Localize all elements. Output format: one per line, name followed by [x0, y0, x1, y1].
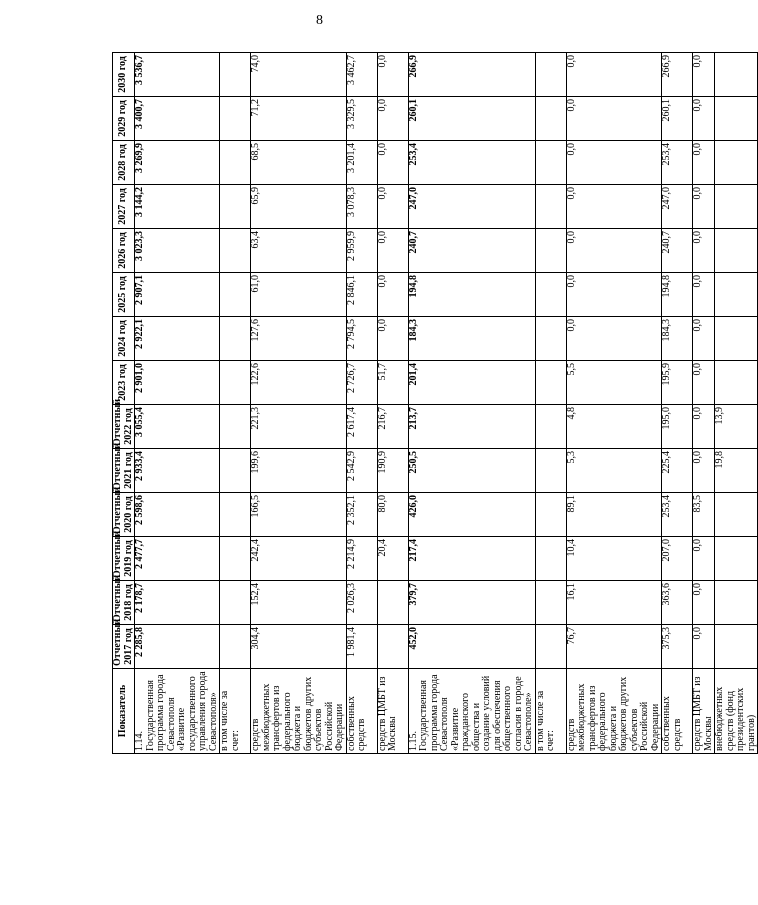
header-year: 2025 год	[113, 273, 135, 317]
value-cell: 0,0	[566, 53, 662, 97]
value-cell: 4,8	[566, 405, 662, 449]
value-cell: 216,7	[377, 405, 408, 449]
budget-table	[112, 52, 758, 754]
value-cell: 0,0	[377, 97, 408, 141]
row-label: 1.15. Государственная программа города Севастополя «Развитие гражданского общества и создание условий для обеспечения общественного согласия в городе Севастополе»	[408, 669, 535, 754]
value-cell: 242,4	[251, 537, 347, 581]
value-cell: 0,0	[566, 97, 662, 141]
value-cell	[535, 317, 566, 361]
value-cell: 2 959,9	[346, 229, 377, 273]
value-cell: 65,9	[251, 185, 347, 229]
value-cell: 201,4	[408, 361, 535, 405]
value-cell	[715, 537, 758, 581]
header-indicator: Показатель	[113, 669, 135, 754]
value-cell: 250,5	[408, 449, 535, 493]
value-cell: 2 907,1	[135, 273, 220, 317]
value-cell: 253,4	[662, 141, 693, 185]
value-cell	[535, 141, 566, 185]
value-cell	[377, 625, 408, 669]
value-cell: 266,9	[408, 53, 535, 97]
value-cell	[715, 141, 758, 185]
row-label: собственных средств	[662, 669, 693, 754]
row-label: средств ЦМБТ из Москвы	[377, 669, 408, 754]
value-cell: 0,0	[693, 449, 715, 493]
value-cell: 0,0	[693, 581, 715, 625]
value-cell: 5,5	[566, 361, 662, 405]
value-cell: 2 933,4	[135, 449, 220, 493]
value-cell: 2 617,4	[346, 405, 377, 449]
value-cell: 266,9	[662, 53, 693, 97]
value-cell: 80,0	[377, 493, 408, 537]
value-cell	[535, 537, 566, 581]
value-cell: 61,0	[251, 273, 347, 317]
value-cell: 2 846,1	[346, 273, 377, 317]
value-cell: 2 026,3	[346, 581, 377, 625]
row-label: 1.14. Государственная программа города Севастополя «Развитие государственного управления города Севастополя»	[135, 669, 220, 754]
table-row	[346, 53, 377, 754]
table-row	[693, 53, 715, 754]
table-row	[566, 53, 662, 754]
value-cell	[535, 97, 566, 141]
value-cell: 0,0	[377, 185, 408, 229]
value-cell: 71,2	[251, 97, 347, 141]
table-row	[662, 53, 693, 754]
value-cell	[715, 317, 758, 361]
value-cell: 127,6	[251, 317, 347, 361]
row-label: в том числе за счет:	[535, 669, 566, 754]
value-cell: 0,0	[566, 141, 662, 185]
header-year: 2029 год	[113, 97, 135, 141]
value-cell	[220, 229, 251, 273]
value-cell: 3 400,7	[135, 97, 220, 141]
value-cell	[715, 625, 758, 669]
value-cell: 184,3	[662, 317, 693, 361]
value-cell	[535, 185, 566, 229]
value-cell: 2 285,8	[135, 625, 220, 669]
value-cell: 2 477,7	[135, 537, 220, 581]
value-cell: 0,0	[693, 317, 715, 361]
value-cell: 0,0	[566, 229, 662, 273]
header-year: 2026 год	[113, 229, 135, 273]
value-cell: 0,0	[693, 141, 715, 185]
value-cell	[220, 53, 251, 97]
value-cell: 122,6	[251, 361, 347, 405]
table-row	[251, 53, 347, 754]
value-cell: 19,8	[715, 449, 758, 493]
value-cell: 194,8	[408, 273, 535, 317]
value-cell: 260,1	[662, 97, 693, 141]
value-cell: 83,5	[693, 493, 715, 537]
value-cell: 0,0	[693, 53, 715, 97]
value-cell	[535, 53, 566, 97]
value-cell: 76,7	[566, 625, 662, 669]
value-cell	[535, 581, 566, 625]
value-cell	[535, 405, 566, 449]
value-cell: 3 078,3	[346, 185, 377, 229]
value-cell	[715, 229, 758, 273]
value-cell	[220, 273, 251, 317]
header-year: Отчетный 2022 год	[113, 405, 135, 449]
value-cell: 375,3	[662, 625, 693, 669]
value-cell: 3 201,4	[346, 141, 377, 185]
header-year: 2030 год	[113, 53, 135, 97]
table-row	[220, 53, 251, 754]
value-cell: 3 023,3	[135, 229, 220, 273]
value-cell: 195,9	[662, 361, 693, 405]
value-cell: 452,0	[408, 625, 535, 669]
value-cell: 3 055,4	[135, 405, 220, 449]
value-cell: 1 981,4	[346, 625, 377, 669]
header-year: Отчетный 2020 год	[113, 493, 135, 537]
value-cell	[715, 273, 758, 317]
value-cell	[220, 625, 251, 669]
value-cell: 0,0	[566, 185, 662, 229]
value-cell	[715, 493, 758, 537]
value-cell: 3 269,9	[135, 141, 220, 185]
value-cell: 247,0	[662, 185, 693, 229]
row-label: средств ЦМБТ из Москвы	[693, 669, 715, 754]
table-row	[377, 53, 408, 754]
value-cell: 304,4	[251, 625, 347, 669]
value-cell: 2 901,0	[135, 361, 220, 405]
table-row	[408, 53, 535, 754]
value-cell	[715, 361, 758, 405]
table-row	[715, 53, 758, 754]
value-cell: 240,7	[408, 229, 535, 273]
value-cell: 225,4	[662, 449, 693, 493]
header-year: 2028 год	[113, 141, 135, 185]
value-cell: 253,4	[408, 141, 535, 185]
value-cell: 0,0	[693, 97, 715, 141]
value-cell: 2 598,6	[135, 493, 220, 537]
value-cell: 3 329,5	[346, 97, 377, 141]
value-cell: 199,6	[251, 449, 347, 493]
value-cell: 217,4	[408, 537, 535, 581]
value-cell: 207,0	[662, 537, 693, 581]
value-cell	[220, 141, 251, 185]
value-cell: 194,8	[662, 273, 693, 317]
value-cell: 2 542,9	[346, 449, 377, 493]
header-year: Отчетный 2019 год	[113, 537, 135, 581]
value-cell: 260,1	[408, 97, 535, 141]
value-cell: 0,0	[377, 273, 408, 317]
value-cell	[220, 405, 251, 449]
header-year: Отчетный 2017 год	[113, 625, 135, 669]
value-cell	[715, 97, 758, 141]
value-cell: 0,0	[377, 229, 408, 273]
value-cell: 0,0	[377, 317, 408, 361]
value-cell: 213,7	[408, 405, 535, 449]
header-year: Отчетный 2021 год	[113, 449, 135, 493]
value-cell	[715, 53, 758, 97]
row-label: в том числе за счет:	[220, 669, 251, 754]
value-cell: 0,0	[693, 185, 715, 229]
value-cell: 10,4	[566, 537, 662, 581]
value-cell	[220, 185, 251, 229]
header-year: Отчетный 2018 год	[113, 581, 135, 625]
value-cell	[715, 581, 758, 625]
header-row	[113, 53, 135, 754]
value-cell	[220, 537, 251, 581]
value-cell	[535, 361, 566, 405]
value-cell: 221,3	[251, 405, 347, 449]
value-cell: 89,1	[566, 493, 662, 537]
value-cell: 20,4	[377, 537, 408, 581]
row-label: собственных средств	[346, 669, 377, 754]
value-cell	[715, 185, 758, 229]
value-cell	[220, 449, 251, 493]
value-cell: 2 794,5	[346, 317, 377, 361]
value-cell: 0,0	[693, 405, 715, 449]
table-body	[135, 53, 758, 754]
value-cell: 3 462,7	[346, 53, 377, 97]
value-cell: 0,0	[693, 229, 715, 273]
value-cell: 16,1	[566, 581, 662, 625]
value-cell: 2 726,7	[346, 361, 377, 405]
value-cell: 0,0	[693, 537, 715, 581]
value-cell	[220, 493, 251, 537]
value-cell: 152,4	[251, 581, 347, 625]
value-cell: 0,0	[566, 273, 662, 317]
value-cell	[220, 361, 251, 405]
row-label: внебюджетных средств (фонд президентских грантов)	[715, 669, 758, 754]
value-cell: 184,3	[408, 317, 535, 361]
value-cell: 0,0	[377, 53, 408, 97]
table-row	[135, 53, 220, 754]
value-cell	[535, 273, 566, 317]
value-cell: 190,9	[377, 449, 408, 493]
header-year: 2023 год	[113, 361, 135, 405]
value-cell: 74,0	[251, 53, 347, 97]
row-label: средств межбюджетных трансфертов из федерального бюджета и бюджетов других субъектов Российской Федерации	[566, 669, 662, 754]
value-cell: 195,0	[662, 405, 693, 449]
value-cell: 3 536,7	[135, 53, 220, 97]
value-cell	[220, 97, 251, 141]
header-year: 2024 год	[113, 317, 135, 361]
value-cell: 3 144,2	[135, 185, 220, 229]
row-label: средств межбюджетных трансфертов из федерального бюджета и бюджетов других субъектов Российской Федерации	[251, 669, 347, 754]
value-cell: 0,0	[693, 273, 715, 317]
value-cell: 63,4	[251, 229, 347, 273]
rotated-table-container	[112, 52, 757, 754]
value-cell: 0,0	[377, 141, 408, 185]
value-cell	[220, 581, 251, 625]
value-cell: 0,0	[693, 361, 715, 405]
table-row	[535, 53, 566, 754]
value-cell: 51,7	[377, 361, 408, 405]
value-cell	[220, 317, 251, 361]
value-cell: 2 352,1	[346, 493, 377, 537]
value-cell	[535, 625, 566, 669]
value-cell: 426,0	[408, 493, 535, 537]
value-cell: 379,7	[408, 581, 535, 625]
value-cell	[535, 229, 566, 273]
value-cell: 363,6	[662, 581, 693, 625]
value-cell	[377, 581, 408, 625]
value-cell: 240,7	[662, 229, 693, 273]
value-cell	[535, 493, 566, 537]
page-number: 8	[316, 13, 323, 28]
value-cell: 13,9	[715, 405, 758, 449]
value-cell: 5,3	[566, 449, 662, 493]
value-cell: 166,5	[251, 493, 347, 537]
value-cell: 68,5	[251, 141, 347, 185]
value-cell: 0,0	[566, 317, 662, 361]
value-cell: 247,0	[408, 185, 535, 229]
header-year: 2027 год	[113, 185, 135, 229]
value-cell: 2 214,9	[346, 537, 377, 581]
value-cell: 253,4	[662, 493, 693, 537]
value-cell: 0,0	[693, 625, 715, 669]
value-cell	[535, 449, 566, 493]
value-cell: 2 178,7	[135, 581, 220, 625]
value-cell: 2 922,1	[135, 317, 220, 361]
